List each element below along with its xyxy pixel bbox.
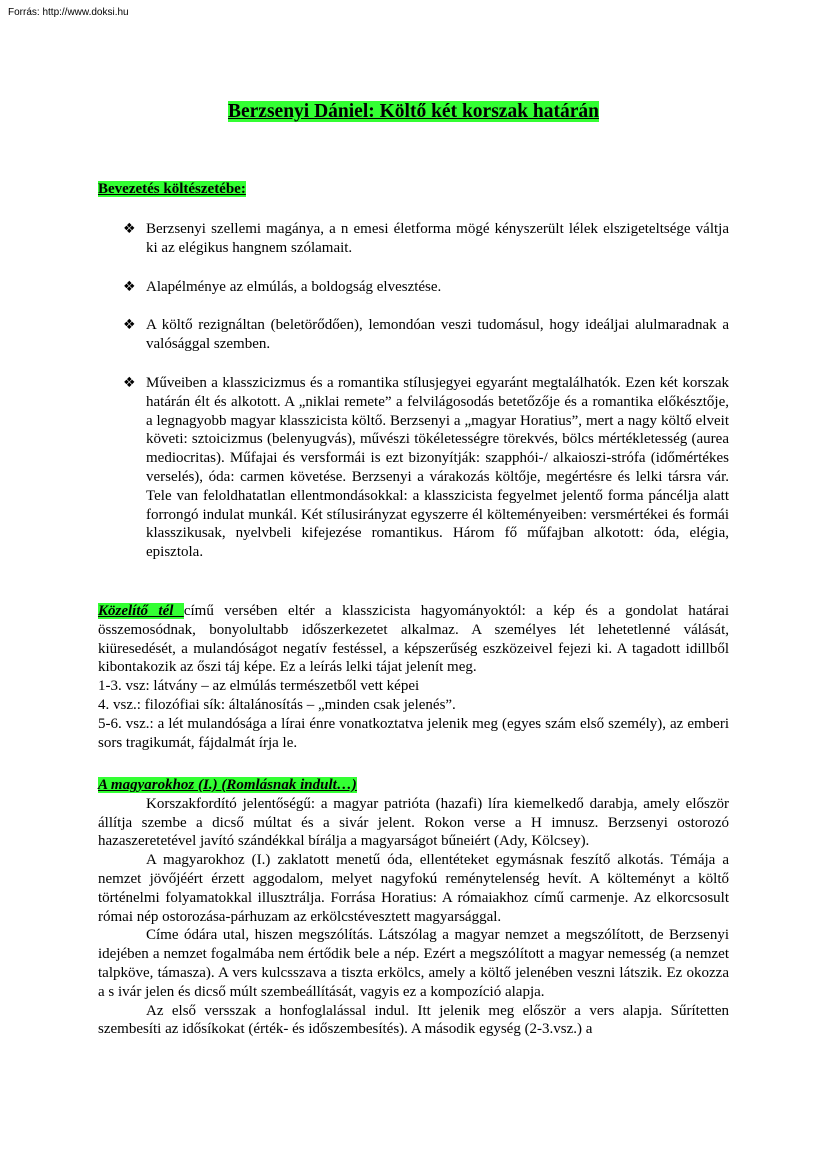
kozelito-line: 5-6. vsz.: a lét mulandósága a lírai énre vonatkoztatva jelenik meg (egyes szám első személy), az emberi sors tragikumát, fájdalmát írja le. [98, 715, 729, 751]
kozelito-section [98, 602, 729, 752]
list-item: ❖ Alapélménye az elmúlás, a boldogság elvesztése. [123, 278, 442, 295]
list-item: ❖ Berzsenyi szellemi magánya, a n emesi életforma mögé kényszerült lélek elszigeteltsége váltja ki az elégikus hangnem szólamait. [123, 221, 729, 256]
list-item: ❖ A költő rezignáltan (beletörődően), lemondóan veszi tudomásul, hogy ideáljai alulmaradnak a valósággal szemben. [123, 317, 729, 353]
kozelito-text: című versében eltér a klasszicista hagyományoktól: a kép és a gondolat határai összemosódnak, bonyolultabb időszerkezetet alkalmaz. A személyes lét lehetetlenné válását, kiüresedését, a mulandóságot negatív festéssel, a képszerűség eszközeivel fejezi ki. A tagadott idillből kibontakozik az őszi táj képe. Ez a leírás lelki tájat jelenít meg. [98, 603, 730, 676]
diamond-bullet-icon: ❖ [123, 317, 136, 334]
kozelito-heading: Közelítő tél [98, 603, 184, 619]
magyarokhoz-section [98, 776, 729, 1039]
diamond-bullet-icon: ❖ [123, 374, 136, 391]
diamond-bullet-icon: ❖ [123, 221, 136, 237]
kozelito-line: 1-3. vsz: látvány – az elmúlás természetből vett képei [98, 678, 420, 695]
diamond-bullet-icon: ❖ [123, 278, 136, 295]
source-note: Forrás: http://www.doksi.hu [8, 7, 129, 18]
title-text: Berzsenyi Dániel: Költő két korszak határán [227, 101, 599, 122]
intro-heading: Bevezetés költészetébe: [98, 181, 246, 197]
intro-bullet-list [98, 220, 729, 582]
paragraph: A magyarokhoz (I.) zaklatott menetű óda, ellentéteket egymásnak feszítő alkotás. Témája a nemzet jövőjéért érzett aggodalom, melyet nagyfokú reménytelenség hevít. A költeményt a költő történelmi folyamatokkal illusztrálja. Forrása Horatius: A rómaiakhoz című carmenje. Az elkorcsosult római nép ostorozása-párhuzam az erkölcstévesztett magyarsággal. [98, 852, 729, 925]
paragraph: Korszakfordító jelentőségű: a magyar patrióta (hazafi) líra kiemelkedő darabja, amely először állítja szembe a dicső múltat és a sivár jelent. Rokon verse a H imnusz. Berzsenyi ostorozó hazaszeretetével javító szándékkal bírálja a magyarságot bűneiért (Ady, Kölcsey). [98, 795, 729, 850]
list-item: ❖ Műveiben a klasszicizmus és a romantika stílusjegyei egyaránt megtalálhatók. Ezen két korszak határán élt és alkotott. A „niklai remete” a felvilágosodás betetőzője és a romantika előkésztője, a legnagyobb magyar klasszicista költő. Berzsenyi a „magyar Horatius”, mert a nagy költő elveit követi: sztoicizmus (belenyugvás), művészi tökéletességre törekvés, bölcs mértékletesség (aurea mediocritas). Műfajai és versformái is ezt bizonyítják: szapphói-/ alkaioszi-strófa (időmértékes verselés), óda: carmen követése. Berzsenyi a várakozás költője, megértésre és lelki társra vár. Tele van feloldhatatlan ellentmondásokkal: a klasszicista fegyelmet jelentő forma páncélja alatt forrongó indulat munkál. Két stílusirányzat egyszerre él költeményeiben: versmértékei és formái klasszikusak, nyelvbeli kifejezése romantikus. Három fő műfajban alkotott: óda, elégia, episztola. [123, 374, 729, 561]
kozelito-line: 4. vsz.: filozófiai sík: általánosítás – „minden csak jelenés”. [98, 696, 456, 713]
paragraph: Az első versszak a honfoglalással indul. Itt jelenik meg először a vers alapja. Sűrítetten szembesíti az idősíkokat (érték- és időszembesítés). A második egység (2-3.vsz.) a [98, 1002, 729, 1038]
magyarokhoz-heading: A magyarokhoz (I.) (Romlásnak indult…) [98, 777, 357, 793]
paragraph: Címe ódára utal, hiszen megszólítás. Látszólag a magyar nemzet a megszólított, de Berzsenyi idejében a nemzet fogalmába nem értődik bele a nép. Ezért a megszólított a magyar nemesség (a nemzet talpköve, támasza). A vers kulcsszava a tiszta erkölcs, amely a költő jelenében veszni látszik. Ez okozza a s ivár jelen és dicső múlt szembeállítását, vagyis ez a kompozíció alapja. [98, 927, 729, 1000]
page-title [98, 100, 729, 124]
